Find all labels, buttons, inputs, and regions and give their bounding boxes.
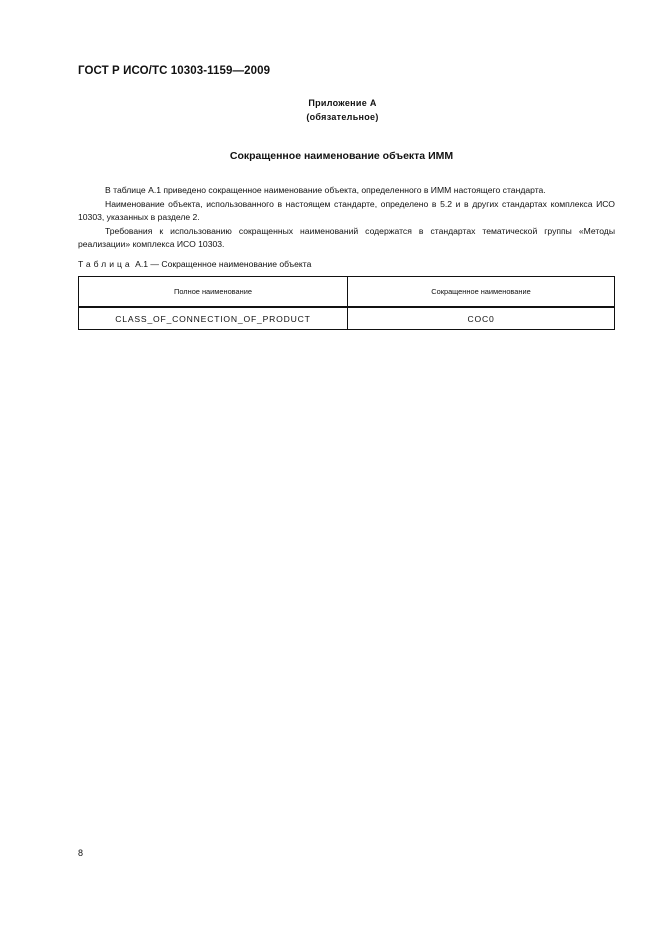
section-title: Сокращенное наименование объекта ИММ: [229, 150, 454, 162]
table-caption-number: А.1: [135, 259, 148, 269]
table-row: [79, 307, 615, 330]
annex-title: Приложение А: [308, 98, 377, 108]
page-number: 8: [78, 848, 84, 858]
table-caption: [78, 259, 311, 269]
table-header-row: [79, 277, 615, 308]
annex-status: (обязательное): [306, 112, 379, 122]
paragraph: Требования к использованию сокращенных наименований содержатся в стандартах тематической группы «Методы реализации» комплекса ИСО 10303.: [78, 225, 615, 249]
body-text: [78, 184, 615, 252]
document-standard-id: ГОСТ Р ИСО/ТС 10303-1159—2009: [78, 65, 271, 77]
paragraph: Наименование объекта, использованного в настоящем стандарте, определено в 5.2 и в других стандартах комплекса ИСО 10303, указанных в разделе 2.: [78, 198, 615, 222]
abbreviation-table: [78, 276, 615, 330]
cell-full-name: CLASS_OF_CONNECTION_OF_PRODUCT: [79, 307, 348, 330]
annex-heading: [0, 96, 661, 124]
table-caption-label: Таблица: [78, 259, 133, 269]
table-caption-text: — Сокращенное наименование объекта: [150, 259, 312, 269]
cell-short-name: COC0: [348, 307, 615, 330]
column-header-short-name: Сокращенное наименование: [348, 277, 615, 308]
paragraph: В таблице А.1 приведено сокращенное наименование объекта, определенного в ИММ настоящего стандарта.: [105, 185, 546, 195]
column-header-full-name: Полное наименование: [79, 277, 348, 308]
